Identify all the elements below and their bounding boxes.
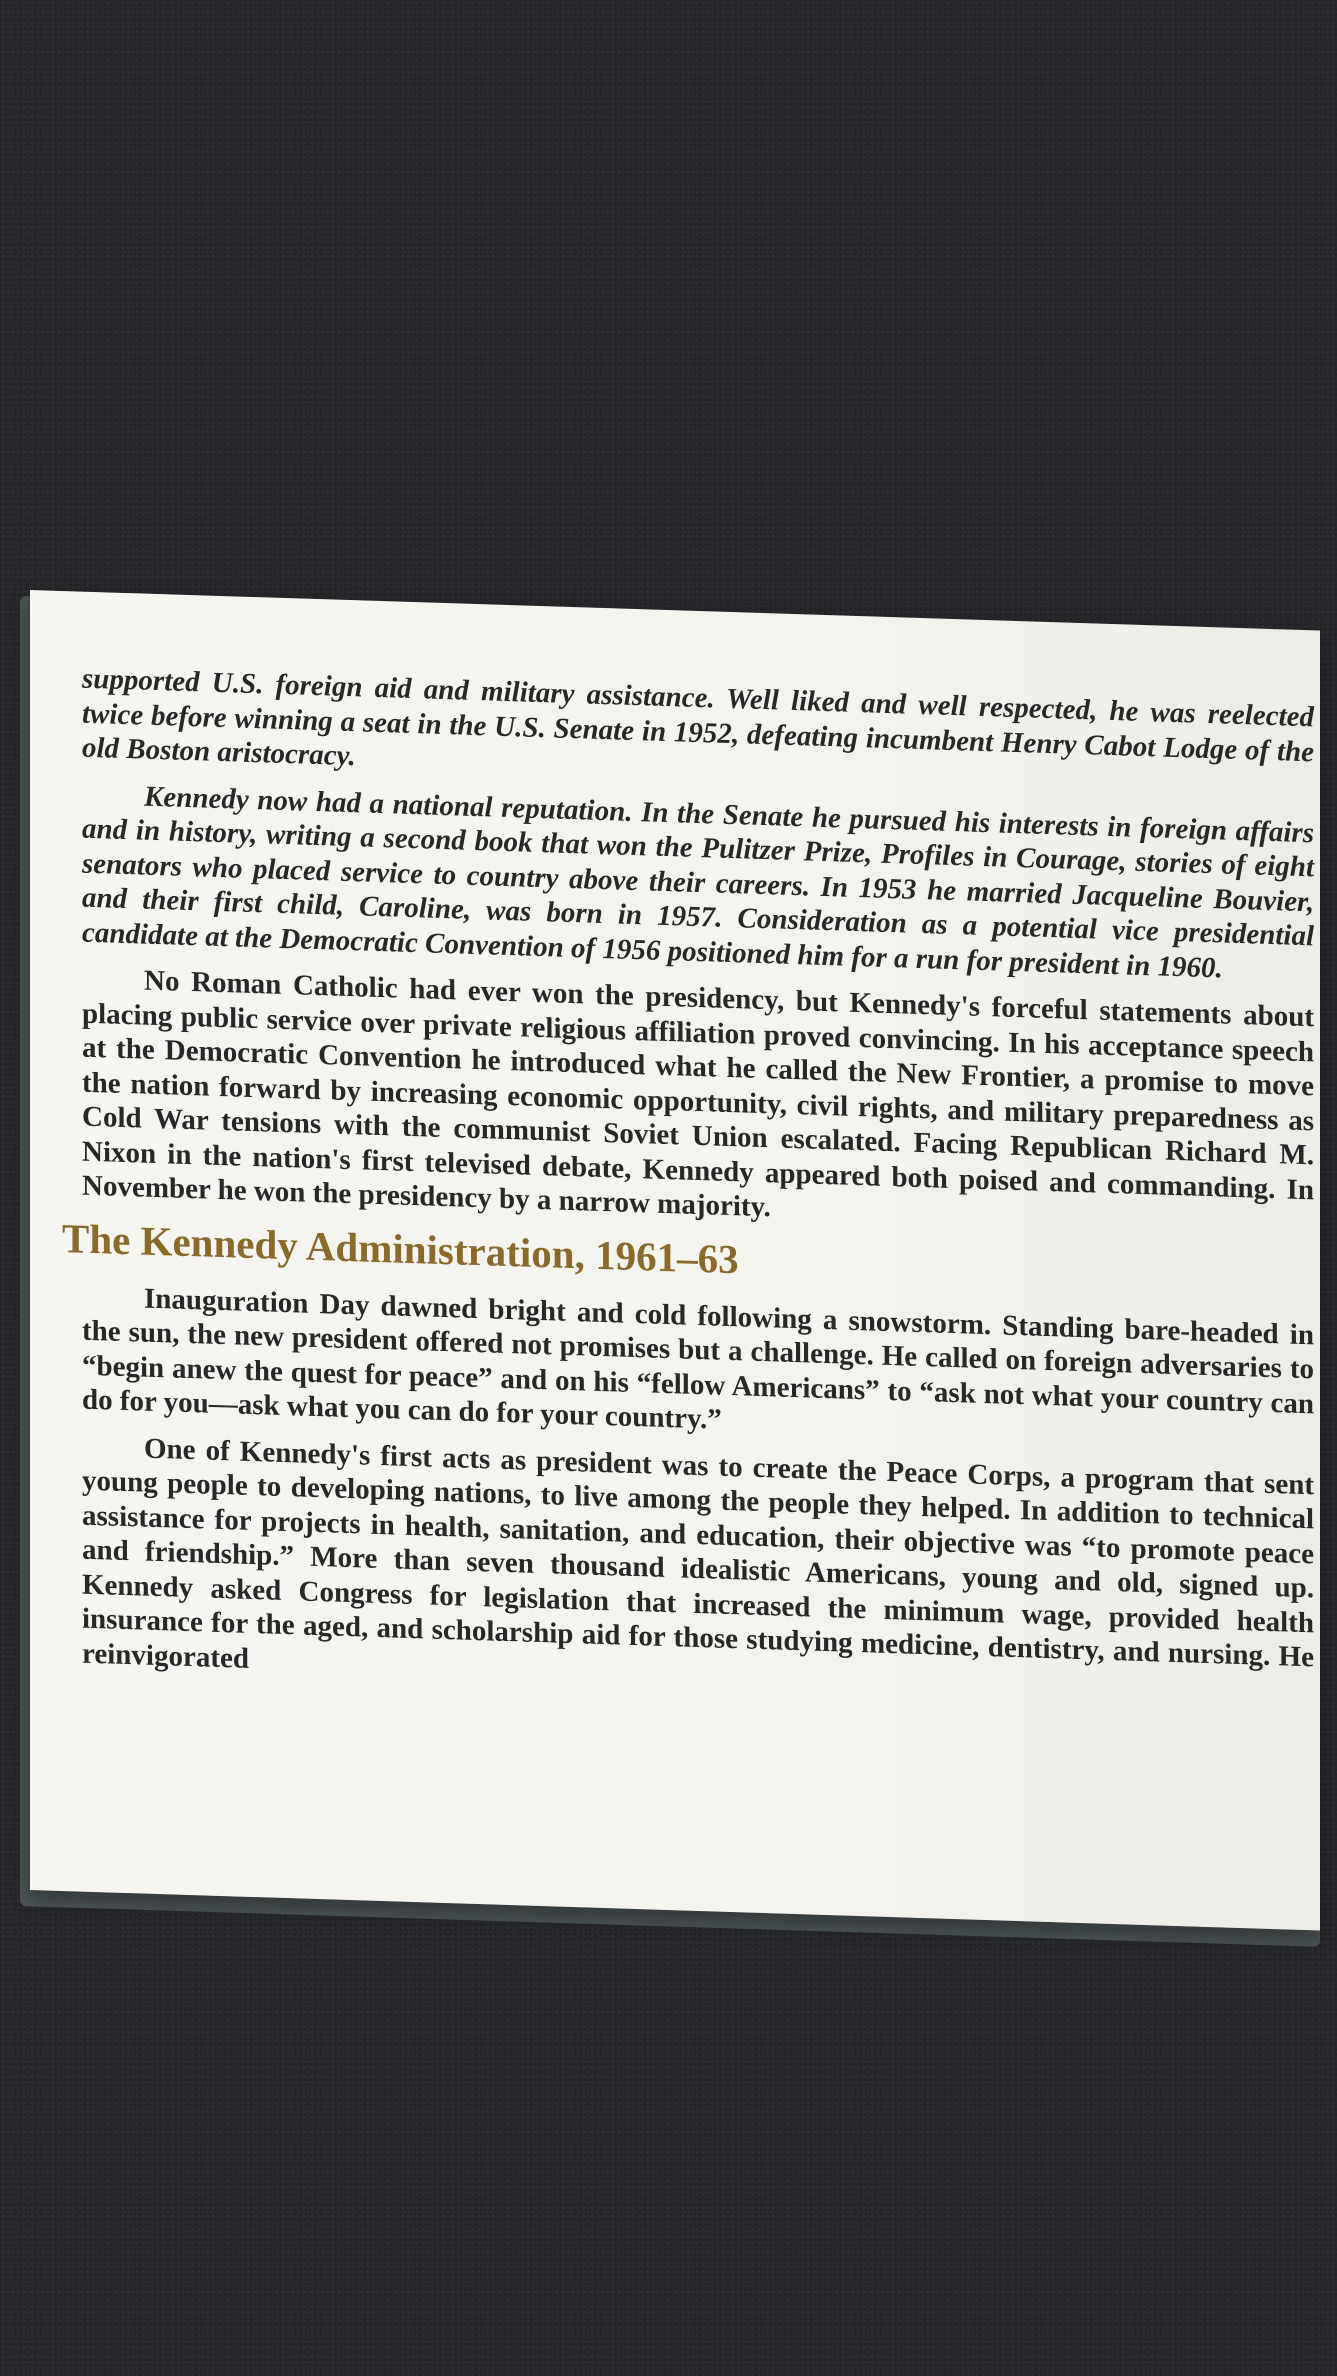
paragraph-inauguration: Inauguration Day dawned bright and cold following a snowstorm. Standing bare-headed in the sun, the new president offered not promises but a challenge. He called on foreign adversaries to “begin anew the quest for peace” and on his “fellow Americans” to “ask not what your country can do for you—ask what you can do for your country.” [82,1282,1314,1436]
section-heading: The Kennedy Administration, 1961–63 [62,1214,739,1282]
paragraph-roman-catholic: No Roman Catholic had ever won the presidency, but Kennedy's forceful statements about placing public service over private religious affiliation proved convincing. In his acceptance speech at the Democratic Convention he introduced what he called the New Frontier, a promise to move the nation forward by increasing economic opportunity, civil rights, and military preparedness as Cold War tensions with the communist Soviet Union escalated. Facing Republican Richard M. Nixon in the nation's first televised debate, Kennedy appeared both poised and commanding. In November he won the presidency by a narrow majority. [82,964,1314,1224]
paragraph-senate-intro: supported U.S. foreign aid and military assistance. Well liked and well respected, he was reelected twice before winning a seat in the U.S. Senate in 1952, defeating incumbent Henry Cabot Lodge of the old Boston aristocracy. [82,662,1314,773]
page-text [62,662,1314,1722]
booklet-page [30,590,1320,1931]
paragraph-peace-corps: One of Kennedy's first acts as president was to create the Peace Corps, a program that sent young people to developing nations, to live among the people they helped. In addition to technical assistance for projects in health, sanitation, and education, their objective was “to promote peace and friendship.” More than seven thousand idealistic Americans, young and old, signed up. Kennedy asked Congress for legislation that increased the minimum wage, provided health insurance for the aged, and scholarship aid for those studying medicine, dentistry, and nursing. He reinvigorated [82,1432,1314,1675]
paragraph-national-reputation: Kennedy now had a national reputation. In the Senate he pursued his interests in foreign affairs and in history, writing a second book that won the Pulitzer Prize, Profiles in Courage, stories of eight senators who placed service to country above their careers. In 1953 he married Jacqueline Bouvier, and their first child, Caroline, was born in 1957. Consideration as a potential vice presidential candidate at the Democratic Convention of 1956 positioned him for a run for president in 1960. [82,780,1314,984]
